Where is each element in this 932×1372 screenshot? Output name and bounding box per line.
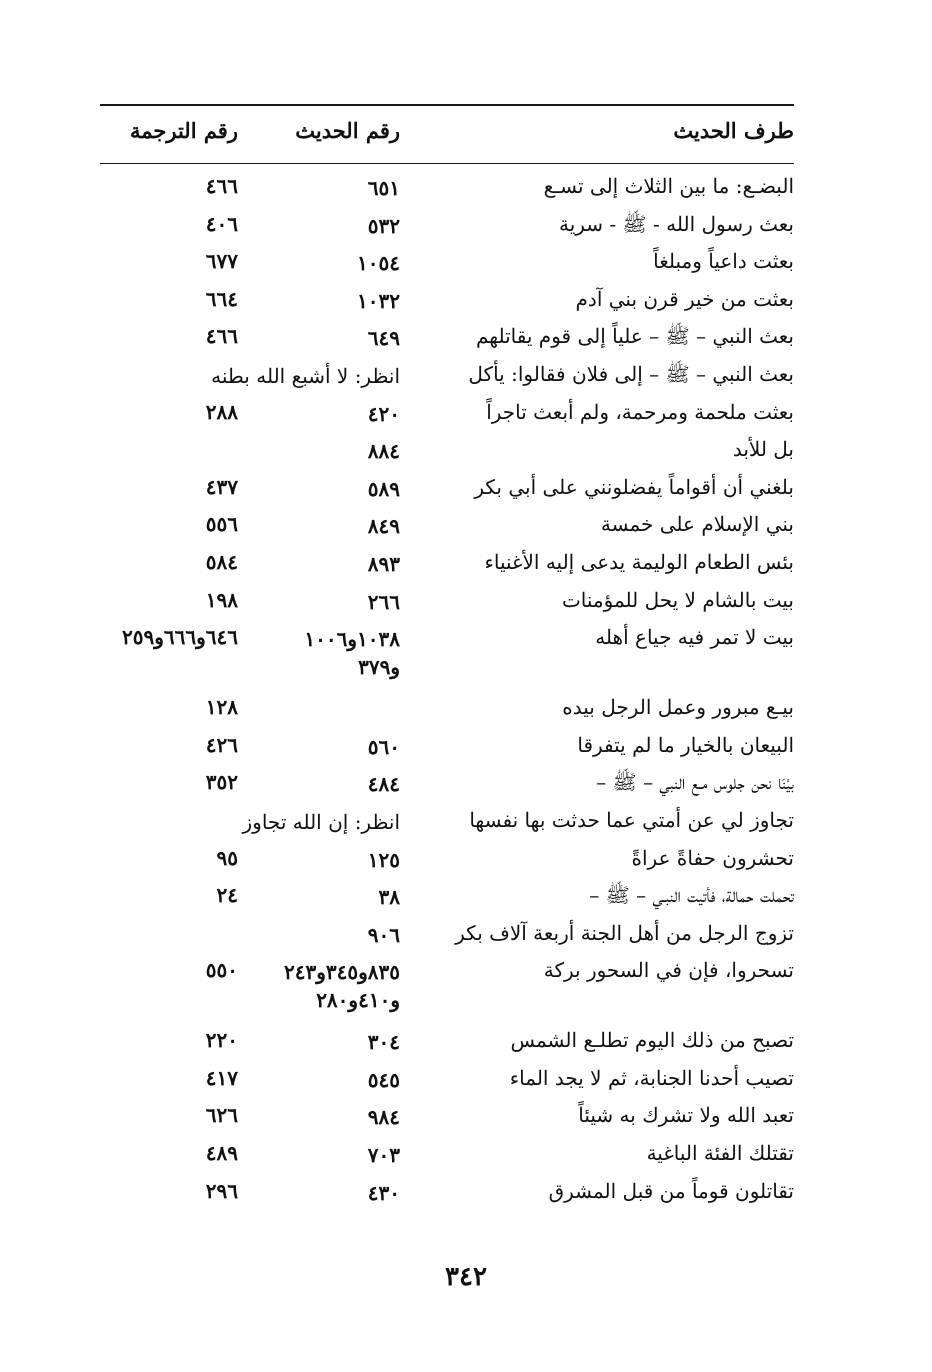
table-row	[100, 320, 794, 358]
hadith-text: بل للأبد	[732, 437, 794, 462]
hadith-number: ٣٠٤	[367, 1030, 400, 1055]
hadith-text: تقتلك الفئة الباغية	[646, 1141, 794, 1166]
hadith-number: ٩٨٤	[367, 1105, 400, 1130]
hadith-number: ٦٥١	[367, 176, 400, 200]
table-row	[100, 621, 794, 691]
hadith-text: تصيب أحدنا الجنابة، ثم لا يجد الماء	[509, 1065, 794, 1090]
hadith-number: ١٠٣٢	[357, 288, 400, 313]
hadith-number: ٤٨٤	[367, 772, 400, 797]
translation-number: ٢٩٦	[205, 1178, 238, 1203]
hadith-number: ٦٤٩	[367, 326, 400, 351]
hadith-number: ٥٤٥	[367, 1067, 400, 1092]
hadith-text: البيعان بالخيار ما لم يتفرقا	[577, 732, 794, 757]
cross-reference: انظر: لا أشبع الله بطنه	[211, 363, 400, 388]
hadith-text: بعث النبي – ﷺ – إلى فلان فقالوا: يأكل	[468, 361, 794, 386]
hadith-number: ٢٦٦	[367, 589, 400, 614]
index-table	[100, 170, 794, 1212]
translation-number: ٤١٧	[205, 1065, 238, 1090]
translation-number: ١٩٨	[205, 587, 238, 612]
header-translation-number: رقم الترجمة	[129, 118, 238, 143]
translation-number: ٢٤	[216, 883, 238, 908]
hadith-number: ٤٢٠	[367, 401, 400, 426]
hadith-text: بعث النبي – ﷺ – علياً إلى قوم يقاتلهم	[475, 324, 794, 349]
hadith-number: ٥٣٢	[367, 213, 400, 238]
table-row	[100, 170, 794, 208]
table-row	[100, 917, 794, 955]
translation-number: ٦٤٦و٦٦٦و٢٥٩	[121, 625, 238, 650]
hadith-number: ٨٩٣	[367, 551, 400, 576]
table-row	[100, 1175, 794, 1213]
hadith-text: بيت لا تمر فيه جياع أهله	[595, 625, 794, 650]
hadith-text: بلغني أن أقواماً يفضلونني على أبي بكر	[474, 474, 794, 499]
hadith-text: تزوج الرجل من أهل الجنة أربعة آلاف بكر	[455, 920, 794, 945]
hadith-number: ٧٠٣	[367, 1143, 400, 1168]
hadith-number-line2: و٣٧٩	[358, 655, 400, 680]
header-rule	[100, 163, 794, 164]
translation-number: ٤٢٦	[205, 732, 238, 757]
translation-number: ٤٦٦	[205, 324, 238, 349]
table-row	[100, 471, 794, 509]
hadith-text: البضـع: ما بين الثلاث إلى تسـع	[543, 174, 794, 198]
table-row	[100, 358, 794, 396]
translation-number: ١٢٨	[205, 695, 238, 720]
translation-number: ٣٥٢	[205, 770, 238, 795]
translation-number: ٥٥٠	[205, 958, 238, 983]
hadith-number-line1: ٨٣٥و٣٤٥و٢٤٣	[283, 960, 400, 985]
hadith-number: ٨٨٤	[367, 439, 400, 464]
table-row	[100, 879, 794, 917]
translation-number: ٥٥٦	[205, 512, 238, 537]
top-rule	[100, 104, 794, 106]
table-row	[100, 1024, 794, 1062]
header-hadith-text: طرف الحديث	[673, 118, 794, 143]
table-row	[100, 691, 794, 729]
table-header	[100, 118, 794, 154]
table-row	[100, 766, 794, 804]
hadith-number: ٣٨	[378, 885, 400, 910]
hadith-text: تجاوز لي عن أمتي عما حدثت بها نفسها	[469, 807, 794, 832]
hadith-number: ٥٨٩	[367, 476, 400, 501]
page-number: ٣٤٢	[445, 1262, 487, 1292]
hadith-number: ٩٠٦	[367, 922, 400, 947]
hadith-text: بعثت داعياً ومبلغاً	[653, 249, 794, 274]
hadith-text: تصبح من ذلك اليوم تطلـع الشمس	[510, 1028, 794, 1053]
table-row	[100, 283, 794, 321]
hadith-number: ٥٦٠	[367, 734, 400, 759]
table-row	[100, 1099, 794, 1137]
hadith-number	[304, 627, 400, 679]
translation-number: ٤٠٦	[205, 211, 238, 236]
hadith-number: ١٠٥٤	[357, 251, 400, 276]
table-row	[100, 729, 794, 767]
hadith-text: بعثت ملحمة ومرحمة، ولم أبعث تاجراً	[486, 399, 794, 424]
hadith-text: تحشرون حفاةً عراةً	[631, 845, 794, 870]
translation-number: ٤٨٩	[205, 1141, 238, 1166]
table-row	[100, 546, 794, 584]
translation-number: ٩٥	[216, 845, 238, 870]
hadith-text: بعث رسول الله - ﷺ - سرية	[558, 211, 794, 236]
hadith-text: تسحروا، فإن في السحور بركة	[543, 958, 794, 983]
table-row	[100, 208, 794, 246]
hadith-text: بيـع مبرور وعمل الرجل بيده	[562, 695, 794, 720]
hadith-text: بيْنَا نحن جلوس مـع النبي – ﷺ –	[596, 770, 794, 795]
header-hadith-number: رقم الحديث	[295, 118, 400, 143]
hadith-number-line2: و٤١٠و٢٨٠	[316, 988, 400, 1013]
translation-number: ٢٢٠	[205, 1028, 238, 1053]
table-row	[100, 1062, 794, 1100]
hadith-number: ٤٣٠	[367, 1180, 400, 1205]
table-row	[100, 804, 794, 842]
table-row	[100, 396, 794, 434]
translation-number: ٤٦٦	[205, 174, 238, 198]
translation-number: ٦٢٦	[205, 1103, 238, 1128]
hadith-text: بعثت من خير قرن بني آدم	[575, 286, 794, 311]
table-row	[100, 1137, 794, 1175]
hadith-number: ١٢٥	[367, 847, 400, 872]
table-row	[100, 842, 794, 880]
hadith-number-line1: ١٠٣٨و١٠٠٦	[304, 627, 400, 652]
table-row	[100, 433, 794, 471]
hadith-text: تحملت حمالة، فأتيت النبـي – ﷺ –	[589, 883, 794, 908]
hadith-text: بئس الطعام الوليمة يدعى إليه الأغنياء	[484, 549, 794, 574]
hadith-number: ٨٤٩	[367, 514, 400, 539]
table-row	[100, 954, 794, 1024]
hadith-text: تعبد الله ولا تشرك به شيئاً	[578, 1103, 794, 1128]
table-row	[100, 508, 794, 546]
translation-number: ٦٦٤	[205, 286, 238, 311]
hadith-text: بني الإسلام على خمسة	[600, 512, 794, 537]
translation-number: ٥٨٤	[205, 549, 238, 574]
hadith-text: بيت بالشام لا يحل للمؤمنات	[561, 587, 794, 612]
table-row	[100, 584, 794, 622]
translation-number: ٦٧٧	[205, 249, 238, 274]
translation-number: ٢٨٨	[205, 399, 238, 424]
hadith-number	[284, 960, 400, 1012]
table-row	[100, 245, 794, 283]
cross-reference: انظر: إن الله تجاوز	[242, 809, 400, 834]
hadith-text: تقاتلون قوماً من قبل المشرق	[548, 1178, 794, 1203]
translation-number: ٤٣٧	[205, 474, 238, 499]
